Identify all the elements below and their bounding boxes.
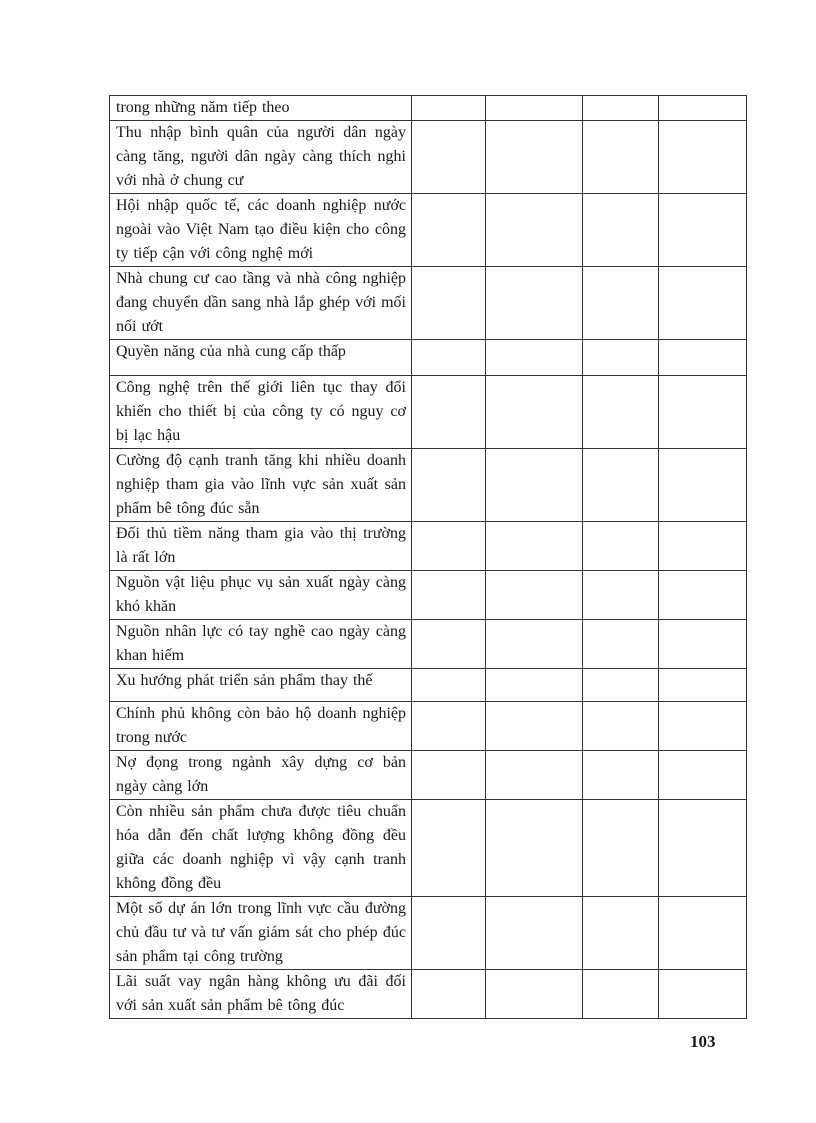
rating-cell — [583, 897, 659, 970]
statement-text: Nhà chung cư cao tầng và nhà công nghiệp đang chuyển dần sang nhà lắp ghép với mối nối ướt — [116, 270, 406, 335]
rating-cell — [659, 970, 747, 1019]
table-row — [110, 340, 747, 376]
rating-cell — [412, 702, 486, 751]
rating-cell — [659, 751, 747, 800]
statement-cell — [110, 897, 412, 970]
rating-cell — [486, 121, 583, 194]
rating-cell — [659, 194, 747, 267]
table-row — [110, 897, 747, 970]
statement-text: Lãi suất vay ngân hàng không ưu đãi đối với sản xuất sản phẩm bê tông đúc — [116, 973, 406, 1014]
statement-text: Cường độ cạnh tranh tăng khi nhiều doanh nghiệp tham gia vào lĩnh vực sản xuất sản phẩm bê tông đúc sẵn — [116, 452, 406, 517]
statement-text: Xu hướng phát triển sản phẩm thay thế — [116, 672, 373, 689]
rating-cell — [486, 751, 583, 800]
rating-cell — [659, 620, 747, 669]
rating-cell — [659, 340, 747, 376]
rating-cell — [486, 970, 583, 1019]
statement-text: Nguồn nhân lực có tay nghề cao ngày càng khan hiếm — [116, 623, 406, 664]
rating-cell — [583, 669, 659, 702]
rating-cell — [486, 620, 583, 669]
rating-cell — [583, 800, 659, 897]
rating-cell — [583, 571, 659, 620]
statement-text: trong những năm tiếp theo — [116, 99, 290, 116]
rating-cell — [659, 121, 747, 194]
rating-cell — [412, 96, 486, 121]
rating-cell — [583, 194, 659, 267]
table-row — [110, 376, 747, 449]
rating-cell — [583, 751, 659, 800]
statement-cell — [110, 800, 412, 897]
statement-text: Nguồn vật liệu phục vụ sản xuất ngày càng khó khăn — [116, 574, 406, 615]
rating-cell — [486, 96, 583, 121]
rating-cell — [486, 267, 583, 340]
rating-cell — [412, 376, 486, 449]
rating-cell — [486, 669, 583, 702]
statement-text: Công nghệ trên thế giới liên tục thay đổi khiến cho thiết bị của công ty có nguy cơ bị lạc hậu — [116, 379, 406, 444]
rating-cell — [659, 376, 747, 449]
rating-cell — [412, 522, 486, 571]
statement-cell — [110, 970, 412, 1019]
table-row — [110, 751, 747, 800]
statement-cell — [110, 449, 412, 522]
rating-cell — [486, 522, 583, 571]
rating-cell — [583, 121, 659, 194]
rating-cell — [486, 702, 583, 751]
rating-cell — [583, 620, 659, 669]
table-row — [110, 96, 747, 121]
statement-cell — [110, 751, 412, 800]
rating-cell — [412, 121, 486, 194]
rating-cell — [659, 571, 747, 620]
rating-cell — [412, 340, 486, 376]
rating-cell — [659, 800, 747, 897]
rating-cell — [583, 522, 659, 571]
rating-cell — [583, 340, 659, 376]
statement-cell — [110, 194, 412, 267]
statement-text: Một số dự án lớn trong lĩnh vực cầu đường chủ đầu tư và tư vấn giám sát cho phép đúc sản phẩm tại công trường — [116, 900, 406, 965]
rating-cell — [486, 897, 583, 970]
statement-cell — [110, 96, 412, 121]
table-row — [110, 571, 747, 620]
statement-cell — [110, 620, 412, 669]
table-row — [110, 970, 747, 1019]
statement-text: Còn nhiều sản phẩm chưa được tiêu chuẩn hóa dẫn đến chất lượng không đồng đều giữa các doanh nghiệp vì vậy cạnh tranh không đồng đều — [116, 803, 406, 892]
statement-text: Nợ đọng trong ngành xây dựng cơ bản ngày càng lớn — [116, 754, 406, 795]
rating-cell — [583, 267, 659, 340]
rating-cell — [659, 522, 747, 571]
table-row — [110, 669, 747, 702]
rating-cell — [412, 449, 486, 522]
rating-cell — [659, 702, 747, 751]
statement-cell — [110, 571, 412, 620]
rating-cell — [583, 96, 659, 121]
table-row — [110, 620, 747, 669]
statement-cell — [110, 522, 412, 571]
rating-cell — [659, 897, 747, 970]
rating-cell — [659, 669, 747, 702]
statement-cell — [110, 340, 412, 376]
statement-text: Hội nhập quốc tế, các doanh nghiệp nước ngoài vào Việt Nam tạo điều kiện cho công ty tiếp cận với công nghệ mới — [116, 197, 406, 262]
rating-cell — [659, 267, 747, 340]
statement-cell — [110, 376, 412, 449]
statement-text: Chính phủ không còn bảo hộ doanh nghiệp trong nước — [116, 705, 406, 746]
table-row — [110, 121, 747, 194]
table-row — [110, 449, 747, 522]
statement-cell — [110, 121, 412, 194]
table-row — [110, 702, 747, 751]
rating-cell — [486, 800, 583, 897]
rating-cell — [486, 194, 583, 267]
survey-table — [109, 95, 747, 1019]
rating-cell — [583, 449, 659, 522]
rating-cell — [583, 376, 659, 449]
page-number: 103 — [690, 1032, 716, 1051]
statement-text: Đối thủ tiềm năng tham gia vào thị trường là rất lớn — [116, 525, 406, 566]
rating-cell — [412, 194, 486, 267]
rating-cell — [486, 340, 583, 376]
rating-cell — [412, 620, 486, 669]
rating-cell — [412, 897, 486, 970]
rating-cell — [583, 702, 659, 751]
rating-cell — [412, 267, 486, 340]
table-row — [110, 267, 747, 340]
rating-cell — [412, 571, 486, 620]
rating-cell — [583, 970, 659, 1019]
table-row — [110, 194, 747, 267]
statement-cell — [110, 702, 412, 751]
rating-cell — [412, 970, 486, 1019]
rating-cell — [486, 571, 583, 620]
table-row — [110, 522, 747, 571]
rating-cell — [659, 96, 747, 121]
rating-cell — [412, 800, 486, 897]
rating-cell — [486, 376, 583, 449]
statement-cell — [110, 669, 412, 702]
statement-text: Thu nhập bình quân của người dân ngày càng tăng, người dân ngày càng thích nghi với nhà ở chung cư — [116, 124, 406, 189]
rating-cell — [412, 751, 486, 800]
rating-cell — [412, 669, 486, 702]
rating-cell — [486, 449, 583, 522]
table-row — [110, 800, 747, 897]
rating-cell — [659, 449, 747, 522]
statement-text: Quyền năng của nhà cung cấp thấp — [116, 343, 346, 360]
statement-cell — [110, 267, 412, 340]
